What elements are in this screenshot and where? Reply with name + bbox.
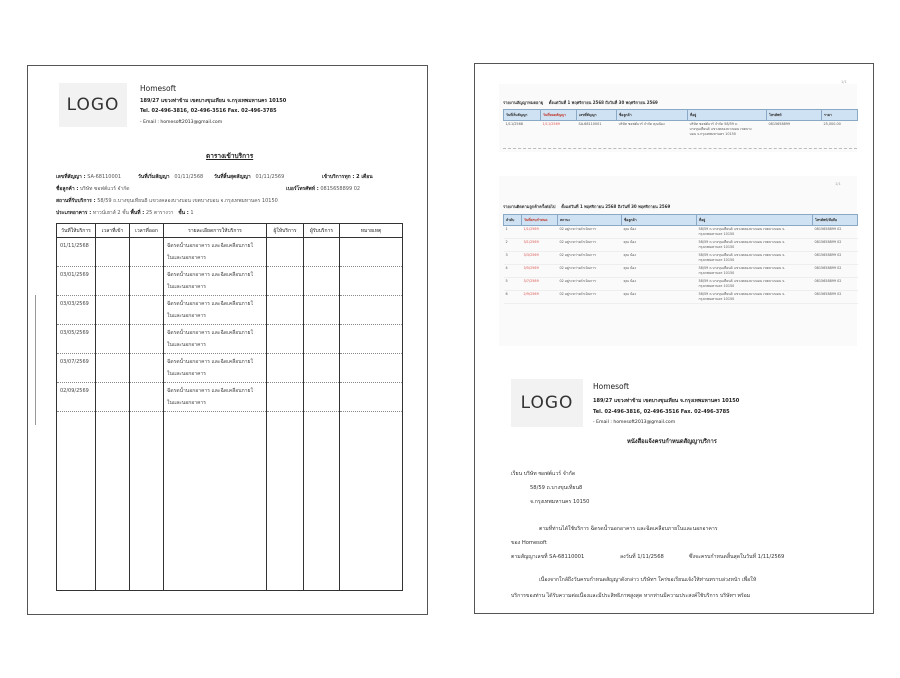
report1-table xyxy=(503,109,858,138)
building-row xyxy=(56,209,194,217)
report1-title: รายงานสัญญาหมดอายุ xyxy=(503,100,544,105)
r1-col-price: ราคา xyxy=(822,110,858,121)
contract-no: SA-68110001 xyxy=(87,174,122,180)
letter-address-1: 58/59 ถ.บางขุนเทียน8 xyxy=(530,485,583,491)
area-label: พื้นที่ : xyxy=(130,210,145,216)
letter-line-5: บริการของท่าน ได้รับความต่อเนื่องและมีประสิทธิภาพสูงสุด หากท่านมีความประสงค์ใช้บริการ บริษัทฯ พร้อม xyxy=(511,593,751,599)
phone-value: 0815658899 02 xyxy=(320,186,361,192)
end-value: 01/11/2569 xyxy=(255,174,285,180)
service-detail: ฉีดรดน้ำนอกอาคาร และฉีดเคลือบภายใ ในและนอกอาคาร xyxy=(164,325,267,354)
contract-no-label: เลขที่สัญญา : xyxy=(56,174,86,180)
col-time-out: เวลาที่ออก xyxy=(130,224,164,238)
floor-label: ชั้น : xyxy=(178,210,189,216)
table-row: 6 2/9/2569 02 อยู่ระหว่างดำเนินการ คุณ น้อง 58/59 ถ.บางขุนเทียน8 แขวงคลองบางบอน เขตบางบอน จ. กรุงเทพมหานคร 10150 0815658899 02 xyxy=(504,291,858,304)
col-service-date: วันที่ให้บริการ xyxy=(57,224,96,238)
report2-title: รายงานติดตามลูกค้าครั้งต่อไป xyxy=(503,204,556,209)
end-date xyxy=(214,173,284,181)
location-label: สถานที่รับบริการ : xyxy=(56,198,96,204)
letter-title: หนังสือแจ้งครบกำหนดสัญญาบริการ xyxy=(627,439,717,445)
page-margin-line xyxy=(35,295,36,425)
location-row xyxy=(56,197,278,205)
letter-company-tel-fax: Tel. 02-496-3816, 02-496-3516 Fax. 02-496-3785 xyxy=(593,409,730,415)
phone-label: เบอร์โทรศัพท์ : xyxy=(286,186,319,192)
service-detail: ฉีดรดน้ำนอกอาคาร และฉีดเคลือบภายใ ในและนอกอาคาร xyxy=(164,267,267,296)
company-email: - Email : homesoft2013@gmail.com xyxy=(140,120,223,125)
customer-label: ชื่อลูกค้า : xyxy=(56,186,79,192)
report2-page-number: 1/1 xyxy=(835,182,841,186)
r2-col-name: ชื่อลูกค้า xyxy=(622,215,697,226)
contract-info-row xyxy=(56,173,121,181)
service-date: 03/05/2569 xyxy=(57,325,96,354)
report1-divider xyxy=(503,148,857,149)
table-row xyxy=(57,238,403,267)
floor-value: 1 xyxy=(190,210,194,216)
table-row xyxy=(57,383,403,412)
area-value: 25 ตารางวา xyxy=(145,210,174,216)
company-logo: LOGO xyxy=(59,83,127,127)
col-remark: หมายเหตุ xyxy=(340,224,403,238)
report1-header xyxy=(503,99,658,106)
table-row: 5 3/7/2569 02 อยู่ระหว่างดำเนินการ คุณ น้อง 58/59 ถ.บางขุนเทียน8 แขวงคลองบางบอน เขตบางบอน จ. กรุงเทพมหานคร 10150 0815658899 02 xyxy=(504,278,858,291)
service-date: 01/11/2568 xyxy=(57,238,96,267)
table-row: 3 3/3/2569 02 อยู่ระหว่างดำเนินการ คุณ น้อง 58/59 ถ.บางขุนเทียน8 แขวงคลองบางบอน เขตบางบอน จ. กรุงเทพมหานคร 10150 0815658899 02 xyxy=(504,252,858,265)
report1-range: ตั้งแต่วันที่ 1 พฤศจิกายน 2568 ถึงวันที่ 30 พฤศจิกายน 2569 xyxy=(548,100,658,105)
company-tel-fax: Tel. 02-496-3816, 02-496-3516 Fax. 02-496-3785 xyxy=(140,108,277,114)
col-service-detail: รายละเอียดการให้บริการ xyxy=(164,224,267,238)
r2-col-status: สถานะ xyxy=(558,215,622,226)
letter-company-address: 189/27 แขวงท่าข้าม เขตบางขุนเทียน จ.กรุงเทพมหานคร 10150 xyxy=(593,398,740,404)
start-label: วันที่เริ่มสัญญา xyxy=(138,174,170,180)
r1-col-address: ที่อยู่ xyxy=(688,110,767,121)
letter-line-1: ตามที่ท่านได้ใช้บริการ ฉีดรดน้ำนอกอาคาร และฉีดเคลือบภายในและนอกอาคาร xyxy=(539,526,718,532)
col-receiver: ผู้รับบริการ xyxy=(304,224,340,238)
letter-company-name: Homesoft xyxy=(593,382,630,391)
letter-contract-no: ตามสัญญาเลขที่ SA-68110001 xyxy=(511,554,585,560)
service-detail: ฉีดรดน้ำนอกอาคาร และฉีดเคลือบภายใ ในและนอกอาคาร xyxy=(164,383,267,412)
letter-address-2: จ.กรุงเทพมหานคร 10150 xyxy=(530,499,590,505)
r1-address: บริษัท ซอฟต์แวร์ จำกัด 58/59 ถ. บางขุนเทียน8 แขวงคลองบางบอน เขตบาง บอน จ.กรุงเทพมหานคร 10150 xyxy=(689,122,752,136)
letter-recipient: เรียน บริษัท ซอฟต์แวร์ จำกัด xyxy=(511,471,576,477)
r1-col-end: วันที่หมดสัญญา xyxy=(541,110,577,121)
letter-line-4: เนื่องจากใกล้ถึงวันครบกำหนดสัญญาดังกล่าว บริษัทฯ ใคร่ขอเรียนแจ้งให้ท่านทราบล่วงหน้า เพื่อให้ xyxy=(539,577,757,583)
service-date: 03/03/2569 xyxy=(57,296,96,325)
table-filler xyxy=(57,412,403,591)
start-value: 01/11/2568 xyxy=(174,174,204,180)
location-value: 58/59 ถ.บางขุนเทียน8 แขวงคลองบางบอน เขตบางบอน จ.กรุงเทพมหานคร 10150 xyxy=(97,198,278,204)
table-row xyxy=(57,354,403,383)
company-address: 189/27 แขวงท่าข้าม เขตบางขุนเทียน จ.กรุงเทพมหานคร 10150 xyxy=(140,98,287,104)
r1-col-customer: ชื่อลูกค้า xyxy=(617,110,688,121)
report2-header xyxy=(503,203,670,210)
r1-phone: 0815658899 xyxy=(768,122,791,126)
col-provider: ผู้ให้บริการ xyxy=(267,224,304,238)
building-label: ประเภทอาคาร : xyxy=(56,210,92,216)
table-row xyxy=(57,267,403,296)
table-row: 1 1/1/2569 02 อยู่ระหว่างดำเนินการ คุณ น้อง 58/59 ถ.บางขุนเทียน8 แขวงคลองบางบอน เขตบางบอน จ. กรุงเทพมหานคร 10150 0815658899 02 xyxy=(504,226,858,239)
report1-header-row xyxy=(504,110,858,121)
schedule-table xyxy=(56,223,403,591)
r2-col-address: ที่อยู่ xyxy=(697,215,813,226)
letter-logo: LOGO xyxy=(511,379,583,427)
schedule-page xyxy=(27,65,428,615)
report1-page-number: 1/1 xyxy=(841,80,847,84)
report2-range: ตั้งแต่วันที่ 1 พฤศจิกายน 2568 ถึงวันที่ 30 พฤศจิกายน 2569 xyxy=(561,204,671,209)
r1-col-start: วันที่เริ่มสัญญา xyxy=(504,110,541,121)
r1-end: 1/11/2569 xyxy=(542,122,560,126)
r2-col-due: วันที่ครบกำหนด xyxy=(522,215,558,226)
col-time-in: เวลาที่เข้า xyxy=(96,224,130,238)
table-row xyxy=(57,296,403,325)
start-date xyxy=(138,173,203,181)
service-detail: ฉีดรดน้ำนอกอาคาร และฉีดเคลือบภายใ ในและนอกอาคาร xyxy=(164,354,267,383)
schedule-title: ตารางเข้าบริการ xyxy=(206,152,254,160)
table-row xyxy=(504,121,858,139)
phone-row xyxy=(286,185,360,193)
r1-customer: บริษัท ซอฟต์แวร์ จำกัด คุณน้อง xyxy=(618,122,665,126)
table-row: 2 3/1/2569 02 อยู่ระหว่างดำเนินการ คุณ น้อง 58/59 ถ.บางขุนเทียน8 แขวงคลองบางบอน เขตบางบอน จ. กรุงเทพมหานคร 10150 0815658899 02 xyxy=(504,239,858,252)
letter-contract-date: ลงวันที่ 1/11/2568 xyxy=(620,554,664,560)
r1-col-phone: โทรศัพท์ xyxy=(767,110,822,121)
table-row xyxy=(57,325,403,354)
service-date: 03/07/2569 xyxy=(57,354,96,383)
customer-row xyxy=(56,185,130,193)
service-detail: ฉีดรดน้ำนอกอาคาร และฉีดเคลือบภายใ ในและนอกอาคาร xyxy=(164,296,267,325)
service-frequency: เข้าบริการทุก : 2 เดือน xyxy=(322,174,373,180)
r1-no: SA-68110001 xyxy=(578,122,602,126)
letter-contract-end: ซึ่งจะครบกำหนดสิ้นสุดในวันที่ 1/11/2569 xyxy=(689,554,785,560)
service-detail: ฉีดรดน้ำนอกอาคาร และฉีดเคลือบภายใ ในและนอกอาคาร xyxy=(164,238,267,267)
table-row: 4 3/5/2569 02 อยู่ระหว่างดำเนินการ คุณ น้อง 58/59 ถ.บางขุนเทียน8 แขวงคลองบางบอน เขตบางบอน จ. กรุงเทพมหานคร 10150 0815658899 02 xyxy=(504,265,858,278)
customer-name: บริษัท ซอฟต์แวร์ จำกัด xyxy=(79,186,130,192)
reports-page xyxy=(474,63,874,614)
schedule-header-row xyxy=(57,224,403,238)
service-date: 02/09/2569 xyxy=(57,383,96,412)
r2-col-phone: โทรศัพท์/มือถือ xyxy=(813,215,858,226)
report2-table xyxy=(503,214,858,304)
letter-company-email: - Email : homesoft2013@gmail.com xyxy=(593,420,676,425)
end-label: วันที่สิ้นสุดสัญญา xyxy=(214,174,251,180)
company-name: Homesoft xyxy=(140,84,177,93)
letter-line-2: ของ Homesoft xyxy=(511,540,547,546)
r2-col-no: ลำดับ xyxy=(504,215,522,226)
building-value: ทาวน์เฮาส์ 2 ชั้น xyxy=(92,210,129,216)
report2-header-row xyxy=(504,215,858,226)
r1-price: 25,000.00 xyxy=(823,122,841,126)
r1-start: 1/11/2568 xyxy=(505,122,523,126)
service-date: 03/01/2569 xyxy=(57,267,96,296)
r1-col-no: เลขที่สัญญา xyxy=(577,110,617,121)
